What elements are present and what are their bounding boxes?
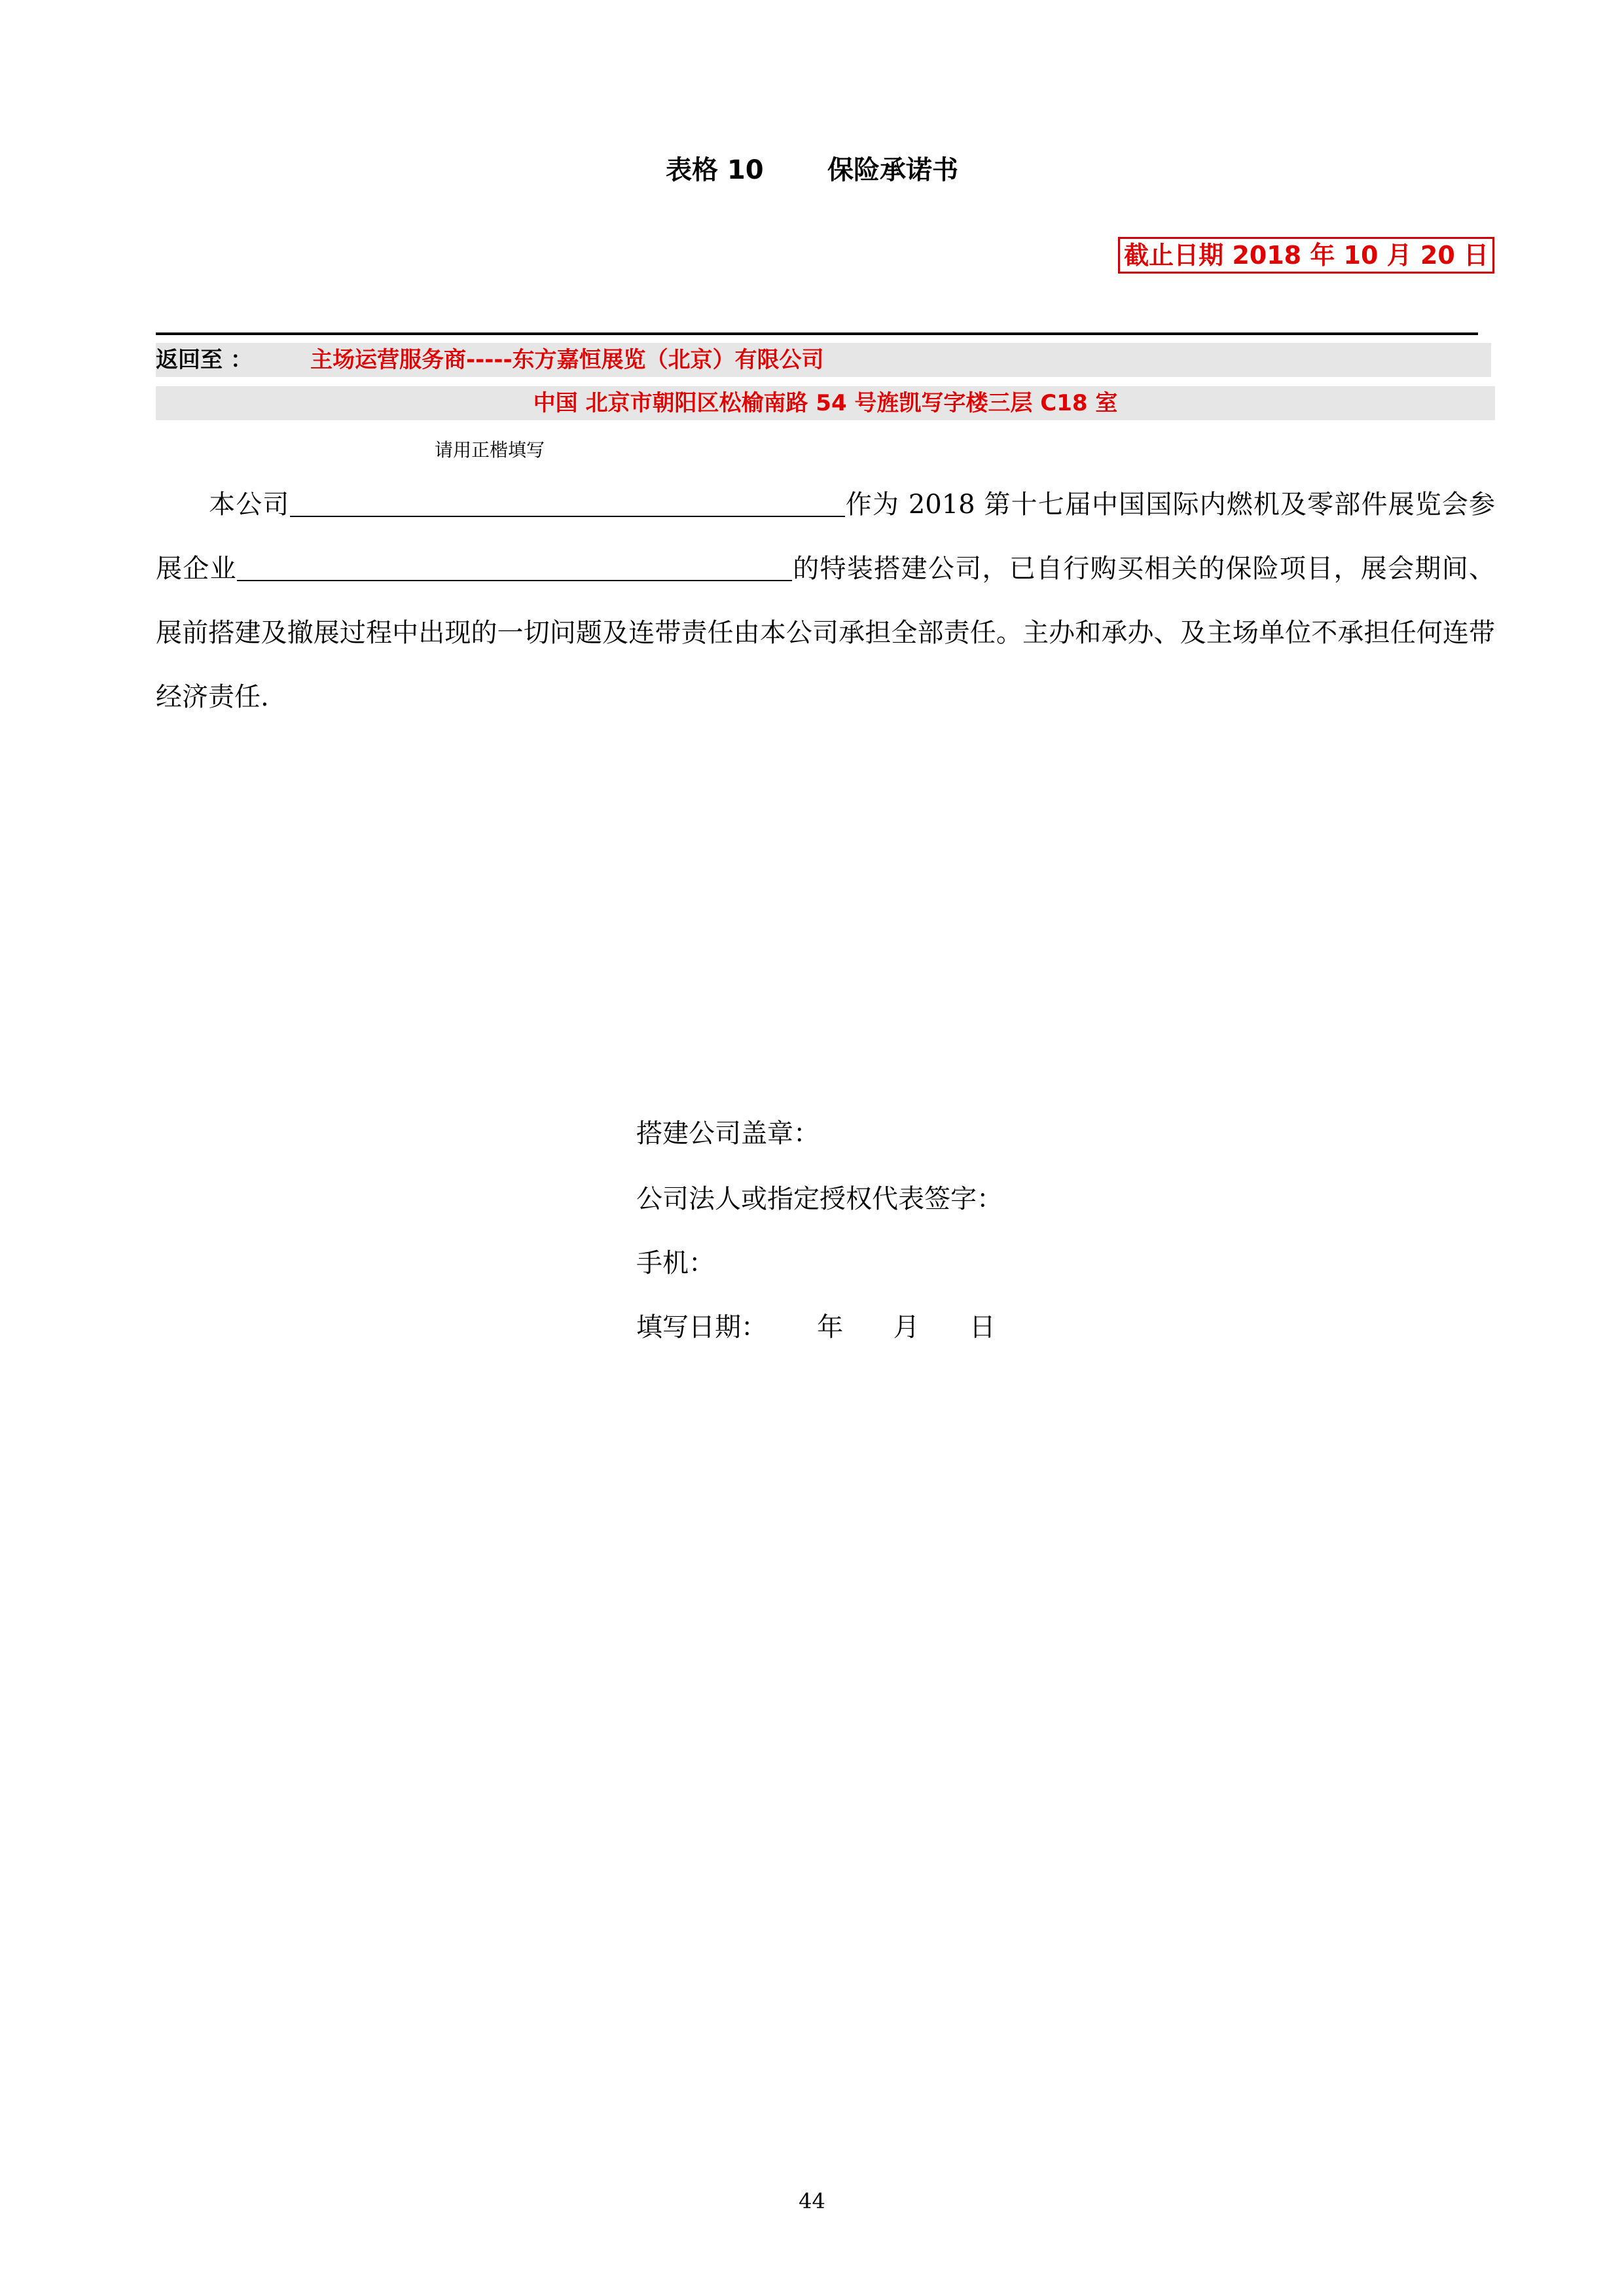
form-title: 表格 10 保险承诺书 bbox=[665, 155, 959, 185]
page-number: 44 bbox=[799, 2189, 825, 2214]
deadline-box: 截止日期 2018 年 10 月 20 日 bbox=[1118, 237, 1494, 274]
commitment-paragraph bbox=[156, 473, 1495, 729]
exhibitor-name-blank[interactable] bbox=[237, 554, 792, 581]
header-divider bbox=[156, 332, 1478, 335]
phone-label: 手机： bbox=[636, 1248, 715, 1278]
fill-date-label: 填写日期： 年 月 日 bbox=[636, 1312, 996, 1342]
representative-signature-label: 公司法人或指定授权代表签字： bbox=[636, 1184, 1003, 1214]
return-to-band bbox=[156, 343, 1491, 377]
fill-instruction: 请用正楷填写 bbox=[435, 439, 545, 461]
paragraph-part-1: 本公司 bbox=[208, 490, 290, 520]
return-to-address: 中国 北京市朝阳区松榆南路 54 号旌凯写字楼三层 C18 室 bbox=[156, 386, 1495, 420]
company-name-blank[interactable] bbox=[290, 490, 845, 517]
paragraph-part-3: 的特装搭建公司，已自行购买相关的保险项目，展会期间、展前搭建及撤展过程中出现的一切问题及连带责任由本公司承担全部责任。主办和承办、及主场单位不承担任何连带经济责任. bbox=[156, 554, 1496, 712]
return-to-company: 主场运营服务商-----东方嘉恒展览（北京）有限公司 bbox=[310, 347, 824, 373]
paragraph-part-2: 作为 2018 第十七届中国国际内燃机及零部件展览会参展企业 bbox=[156, 490, 1495, 584]
company-seal-label: 搭建公司盖章： bbox=[636, 1119, 820, 1149]
return-to-label: 返回至 ： bbox=[156, 347, 253, 373]
